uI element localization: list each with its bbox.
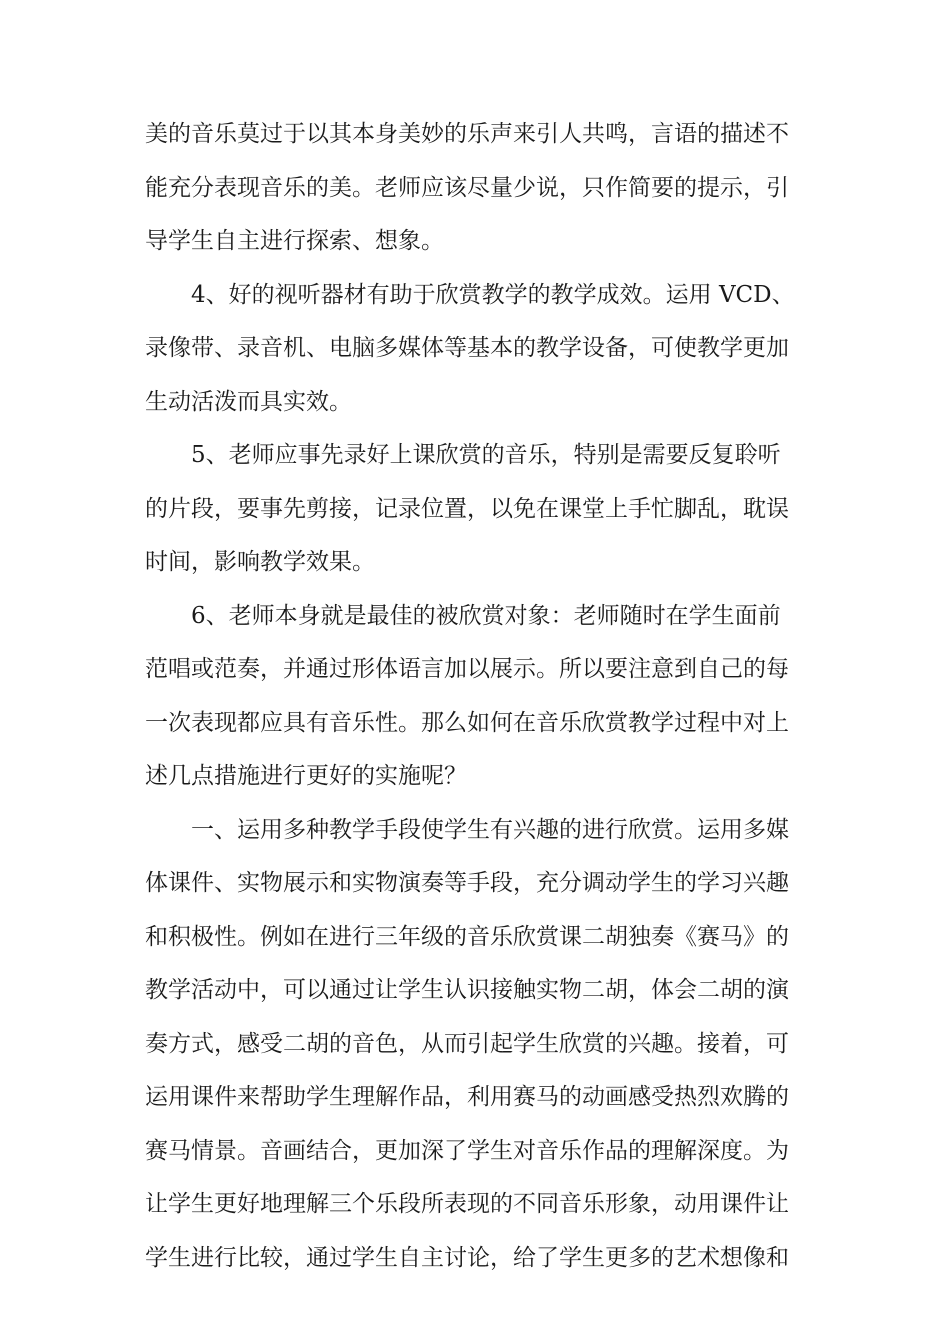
text-line: 学生进行比较，通过学生自主讨论，给了学生更多的艺术想像和: [145, 1244, 789, 1271]
text-line: 奏方式，感受二胡的音色，从而引起学生欣赏的兴趣。接着，可: [145, 1030, 789, 1057]
paragraph-start-line: 4、好的视听器材有助于欣赏教学的教学成效。运用 VCD、: [191, 281, 795, 308]
paragraph-start-line: 5、老师应事先录好上课欣赏的音乐，特别是需要反复聆听: [191, 442, 781, 468]
text-line: 录像带、录音机、电脑多媒体等基本的教学设备，可使教学更加: [145, 335, 789, 361]
text-line: 美的音乐莫过于以其本身美妙的乐声来引人共鸣，言语的描述不: [145, 121, 789, 147]
text-line: 运用课件来帮助学生理解作品，利用赛马的动画感受热烈欢腾的: [145, 1084, 789, 1110]
text-line: 赛马情景。音画结合，更加深了学生对音乐作品的理解深度。为: [145, 1137, 789, 1164]
paragraph-start-line: 一、运用多种教学手段使学生有兴趣的进行欣赏。运用多媒: [191, 816, 789, 843]
text-line: 一次表现都应具有音乐性。那么如何在音乐欣赏教学过程中对上: [145, 709, 789, 736]
text-line: 述几点措施进行更好的实施呢？: [145, 763, 467, 789]
text-line: 生动活泼而具实效。: [145, 388, 352, 415]
body-text: [145, 108, 810, 1285]
text-line: 让学生更好地理解三个乐段所表现的不同音乐形象，动用课件让: [145, 1191, 789, 1217]
text-line: 能充分表现音乐的美。老师应该尽量少说，只作简要的提示，引: [145, 174, 789, 201]
text-line: 的片段，要事先剪接，记录位置，以免在课堂上手忙脚乱，耽误: [145, 495, 789, 522]
text-line: 体课件、实物展示和实物演奏等手段，充分调动学生的学习兴趣: [145, 870, 789, 896]
text-line: 时间，影响教学效果。: [145, 549, 375, 575]
text-line: 教学活动中，可以通过让学生认识接触实物二胡，体会二胡的演: [145, 977, 789, 1003]
text-line: 导学生自主进行探索、想象。: [145, 228, 444, 254]
paragraph-start-line: 6、老师本身就是最佳的被欣赏对象：老师随时在学生面前: [191, 602, 781, 629]
text-line: 范唱或范奏，并通过形体语言加以展示。所以要注意到自己的每: [145, 656, 789, 682]
text-line: 和积极性。例如在进行三年级的音乐欣赏课二胡独奏《赛马》的: [145, 923, 789, 950]
